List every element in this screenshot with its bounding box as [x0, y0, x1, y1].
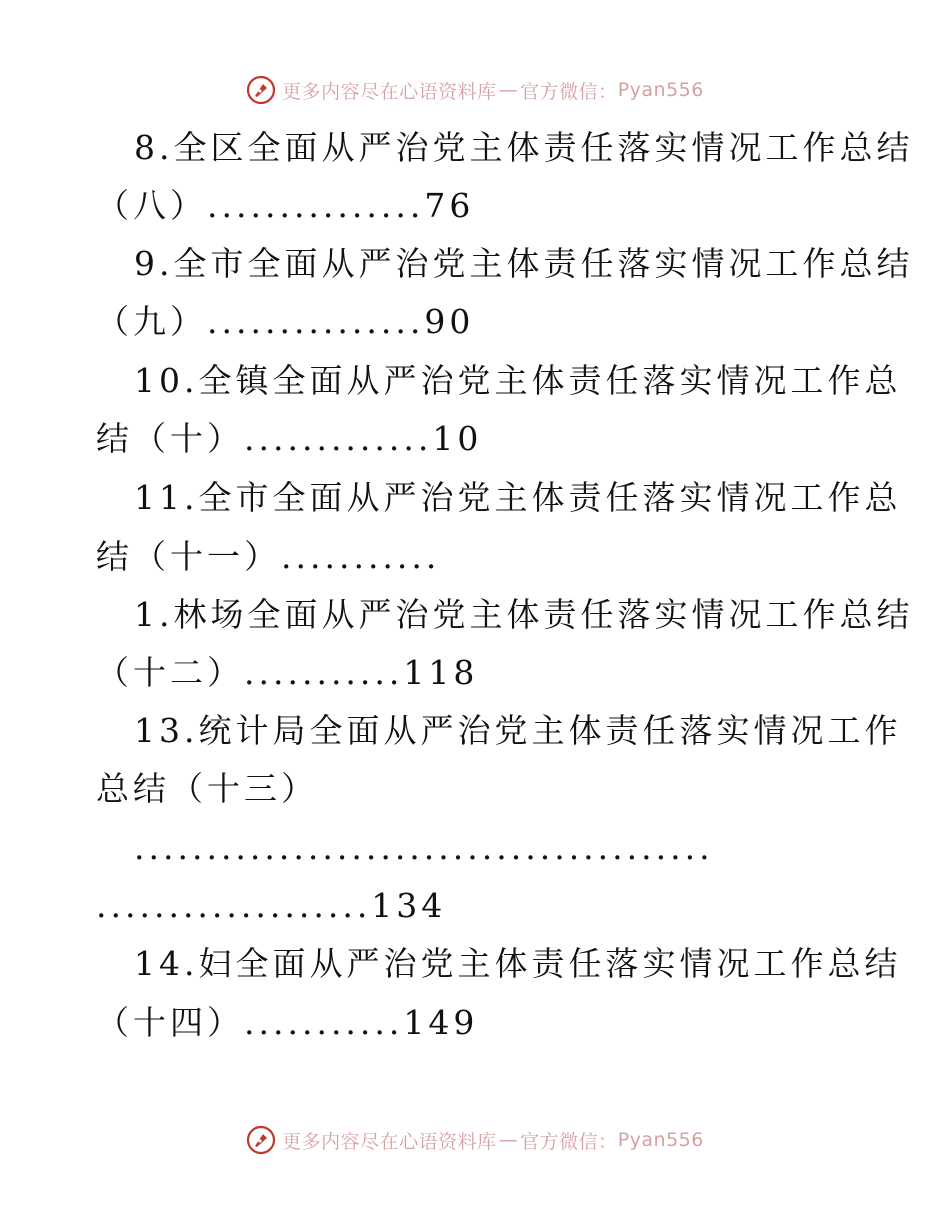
toc-entry-13-title-cont: 总结（十三）: [96, 769, 318, 808]
watermark-wechat-label: 官方微信：: [520, 80, 618, 103]
toc-entry-9-title: 9.全市全面从严治党主体责任落实情况工作总结: [134, 244, 914, 283]
toc-entry-14-page: （十四）...........149: [96, 1003, 479, 1042]
footer-watermark: [0, 1120, 950, 1160]
watermark-main-text: 更多内容尽在心语资料库: [282, 80, 497, 103]
toc-entry-14-title: 14.妇全面从严治党主体责任落实情况工作总结: [134, 944, 902, 983]
toc-entry-9-page: （九）...............90: [96, 302, 475, 341]
watermark-separator: —: [498, 1129, 519, 1151]
watermark-wechat-label: 官方微信：: [520, 1130, 618, 1153]
pen-nib-logo-icon: [246, 75, 276, 105]
toc-entry-12-title: 1.林场全面从严治党主体责任落实情况工作总结: [134, 595, 914, 634]
toc-entry-12-page: （十二）...........118: [96, 653, 479, 692]
watermark-wechat-id: Pyan556: [617, 1129, 704, 1151]
toc-entry-10-title: 10.全镇全面从严治党主体责任落实情况工作总: [134, 361, 902, 400]
toc-entry-8-title: 8.全区全面从严治党主体责任落实情况工作总结: [134, 128, 914, 167]
pen-nib-logo-icon: [246, 1125, 276, 1155]
toc-entry-8-page: （八）...............76: [96, 186, 475, 225]
toc-entry-13-page: ...................134: [96, 886, 447, 925]
toc-entry-13-title: 13.统计局全面从严治党主体责任落实情况工作: [134, 711, 902, 750]
watermark-separator: —: [498, 79, 519, 101]
toc-entry-11-title: 11.全市全面从严治党主体责任落实情况工作总: [134, 478, 902, 517]
toc-entry-13-leader: ........................................: [134, 828, 714, 867]
toc-entry-11-page: 结（十一）...........: [96, 537, 441, 576]
watermark-main-text: 更多内容尽在心语资料库: [282, 1130, 497, 1153]
toc-entry-10-page: 结（十）.............10: [96, 419, 483, 458]
header-watermark: [0, 70, 950, 110]
watermark-wechat-id: Pyan556: [617, 79, 704, 101]
